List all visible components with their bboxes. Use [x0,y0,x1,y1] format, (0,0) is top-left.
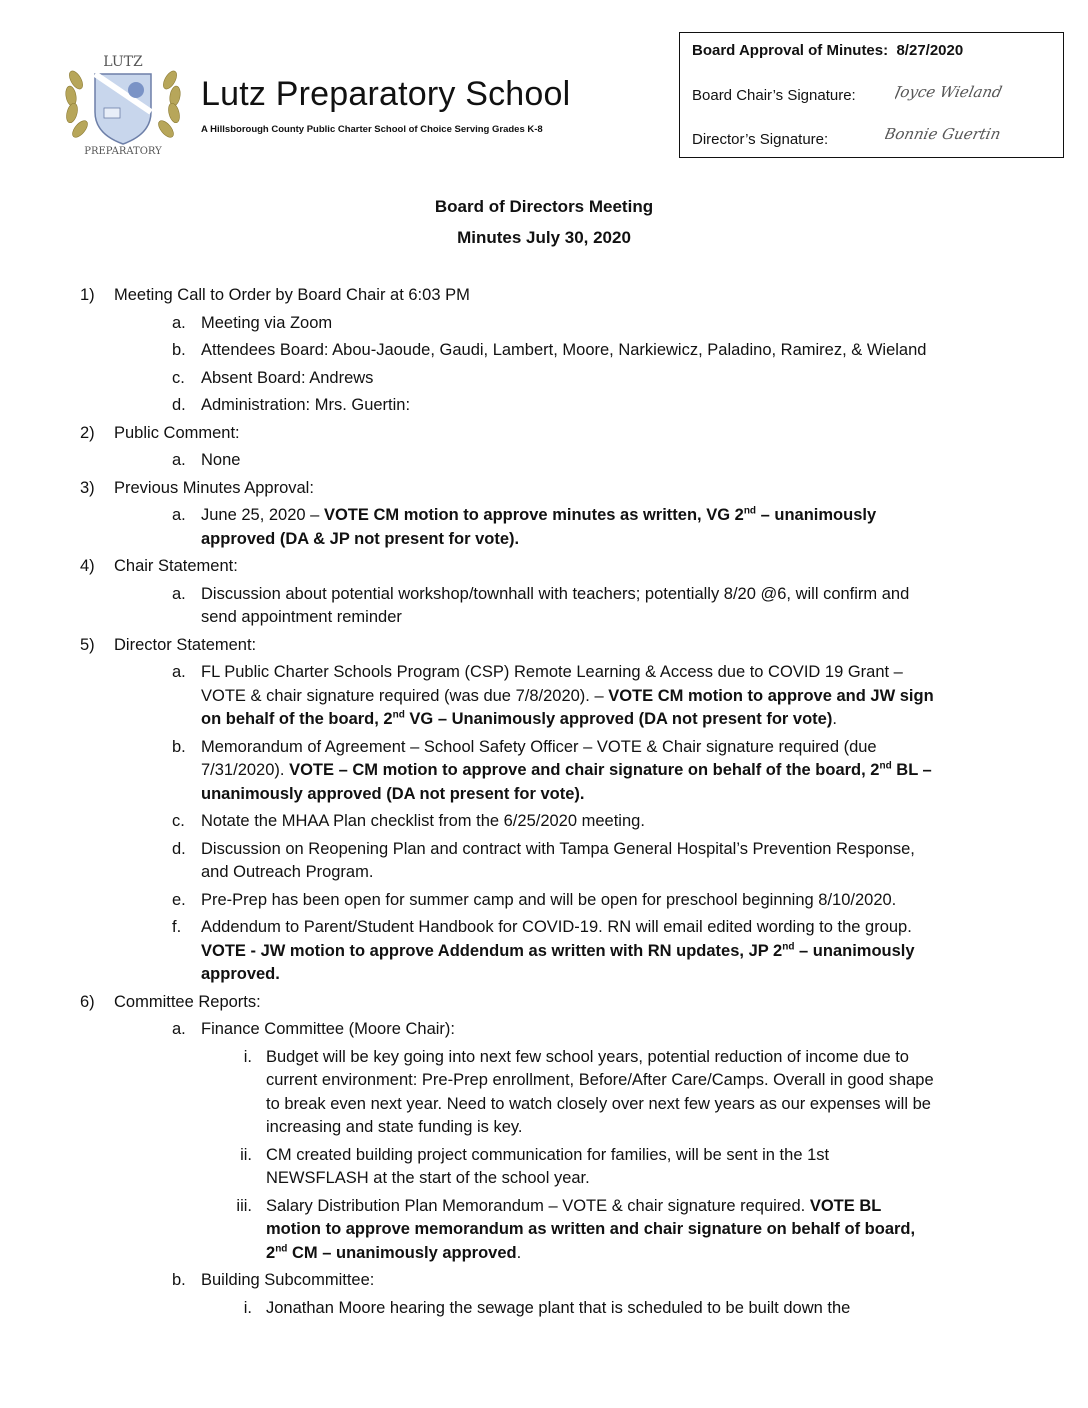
minutes-item-level-2 [0,1018,936,1042]
item-text [201,369,373,387]
vote-result-text: BL – unanimously approved (DA not present for vote). [201,761,932,803]
item-text [201,396,410,414]
item-text [201,891,896,909]
item-text [201,1271,374,1289]
item-number: d. [172,839,186,858]
minutes-item-level-1 [0,477,1088,501]
chair-signature [895,71,1025,112]
vote-result-text: – unanimously approved (DA & JP not present for vote). [201,506,877,548]
item-number: i. [243,1047,252,1066]
minutes-item-level-2 [0,810,936,834]
minutes-item-level-2 [0,449,936,473]
item-plain-text: Committee Reports: [114,992,261,1011]
item-text [201,663,934,728]
minutes-date: Minutes July 30, 2020 [457,228,631,247]
item-text [266,1048,934,1137]
vote-result-text: – unanimously approved. [201,941,915,983]
minutes-item-level-1 [0,422,1088,446]
item-text [266,1299,850,1317]
item-number: 3) [80,478,95,497]
minutes-item-level-2 [0,367,936,391]
minutes-item-level-2 [0,838,936,885]
item-text [114,993,261,1011]
meeting-title: Board of Directors Meeting [434,197,654,216]
approval-box [679,32,1064,158]
item-number: b. [172,341,186,359]
chair-signature-text: Joyce Wieland [895,83,1004,101]
item-plain-text: Budget will be key going into next few school years, potential reduction of income due to current environment: Pre-Prep enrollment, Before/After Care/Camps. Overall in good shape to break even next year. Need to watch closely over next few years as our expenses will be increasing and state funding is key. [266,1047,934,1136]
vote-text: VOTE CM motion to approve and JW sign on behalf of the board, 2 [201,686,934,728]
item-plain-text: Chair Statement: [114,557,238,575]
minutes-item-level-1 [0,284,1088,308]
item-text [266,1146,829,1188]
item-plain-text: Meeting via Zoom [201,313,333,332]
approval-date: 8/27/2020 [896,42,964,59]
item-number: 1) [80,286,95,304]
director-signature [885,113,1035,154]
minutes-item-level-3 [0,1195,936,1266]
item-number: e. [172,890,186,909]
ordinal-suffix: nd [392,709,405,721]
item-plain-text: Memorandum of Agreement – School Safety Officer – VOTE & Chair signature required (due 7/31/2020). [201,737,877,779]
item-number: c. [172,812,185,830]
minutes-item-level-2 [0,583,936,630]
director-signature-label: Director’s Signature: [692,131,829,148]
item-plain-text: Attendees Board: Abou-Jaoude, Gaudi, Lambert, Moore, Narkiewicz, Paladino, Ramirez, & Wieland [201,341,927,359]
item-text [201,738,932,803]
minutes-item-level-2 [0,312,936,336]
minutes-item-level-2 [0,736,936,807]
item-plain-text: Pre-Prep has been open for summer camp and will be open for preschool beginning 8/10/2020. [201,890,897,909]
ordinal-suffix: nd [782,941,795,952]
school-logo [62,50,184,158]
item-text [201,918,915,983]
item-plain-text: Public Comment: [114,423,240,442]
minutes-item-level-2 [0,394,936,418]
item-number: 4) [80,557,95,575]
item-plain-text: Administration: Mrs. Guertin: [201,396,411,414]
school-name: Lutz Preparatory School [201,75,571,113]
item-text [201,314,332,332]
school-subtitle: A Hillsborough County Public Charter School of Choice Serving Grades K-8 [201,124,543,135]
item-number: a. [172,584,186,603]
minutes-item-level-2 [0,661,936,732]
item-plain-text: Previous Minutes Approval: [114,478,314,497]
item-number: i. [243,1298,252,1317]
minutes-list [0,284,1088,1324]
chair-signature-label: Board Chair’s Signature: [692,87,856,104]
vote-result-text: CM – unanimously approved [287,1243,517,1262]
item-number: a. [172,451,186,469]
item-plain-text: Discussion about potential workshop/townhall with teachers; potentially 8/20 @6, will confirm and send appointment reminder [201,584,910,626]
item-number: 5) [80,635,95,654]
item-plain-text: Discussion on Reopening Plan and contract with Tampa General Hospital’s Prevention Response, and Outreach Program. [201,839,915,881]
minutes-item-level-2 [0,339,936,363]
vote-text: VOTE - JW motion to approve Addendum as written with RN updates, JP 2 [201,941,783,960]
item-text [201,1020,455,1038]
vote-text: VOTE BL motion to approve memorandum as written and chair signature on behalf of board, 2 [266,1196,916,1262]
item-plain-text: Finance Committee (Moore Chair): [201,1020,455,1038]
minutes-item-level-1 [0,991,1088,1015]
minutes-item-level-2 [0,916,936,987]
item-tail-text: . [832,710,837,728]
item-plain-text: CM created building project communication for families, will be sent in the 1st NEWSFLASH at the start of the school year. [266,1145,830,1187]
item-plain-text: Meeting Call to Order by Board Chair at 6:03 PM [114,286,470,304]
minutes-item-level-1 [0,555,1088,579]
ordinal-suffix: nd [275,1243,288,1254]
item-plain-text: Jonathan Moore hearing the sewage plant that is scheduled to be built down the [266,1298,851,1317]
item-number: ii. [240,1145,252,1164]
logo-text-bottom: PREPARATORY [84,146,162,157]
vote-text: VOTE CM motion to approve minutes as written, VG 2 [323,506,744,524]
item-number: a. [172,663,186,681]
item-number: a. [172,313,186,332]
minutes-item-level-1 [0,634,1088,658]
director-signature-text: Bonnie Guertin [885,125,1003,143]
item-number: a. [172,506,186,524]
minutes-item-level-2 [0,889,936,913]
minutes-item-level-3 [0,1297,936,1321]
item-number: b. [172,737,186,756]
item-plain-text: Director Statement: [114,635,257,654]
minutes-item-level-2 [0,1269,936,1293]
approval-label: Board Approval of Minutes: [692,42,889,59]
item-number: c. [172,368,185,387]
item-text [201,506,876,548]
minutes-item-level-2 [0,504,936,551]
item-text [114,557,238,575]
item-text [201,451,240,469]
item-text [114,286,470,304]
item-number: 2) [80,423,95,442]
item-plain-text: Addendum to Parent/Student Handbook for COVID-19. RN will email edited wording to the group. [201,918,912,936]
logo-text-top: LUTZ [103,54,143,70]
item-number: 6) [80,992,95,1011]
item-text [266,1197,915,1262]
minutes-item-level-3 [0,1046,936,1140]
item-text [114,636,256,654]
item-tail-text: . [516,1243,522,1262]
item-text [201,585,909,627]
item-plain-text: Salary Distribution Plan Memorandum – VOTE & chair signature required. [266,1196,810,1215]
item-number: d. [172,396,186,414]
item-plain-text: Absent Board: Andrews [201,368,374,387]
item-number: a. [172,1020,186,1038]
item-plain-text: FL Public Charter Schools Program (CSP) Remote Learning & Access due to COVID 19 Grant – VOTE & chair signature required (was due 7/8/2020). – [201,663,903,705]
item-text [201,840,915,882]
item-text [114,424,240,442]
item-number: iii. [236,1196,252,1215]
item-plain-text: June 25, 2020 – [201,506,324,524]
ordinal-suffix: nd [743,505,757,517]
item-text [114,479,314,497]
vote-result-text: VG – Unanimously approved (DA not present for vote) [404,710,833,728]
item-number: f. [172,918,182,936]
item-plain-text: Building Subcommittee: [201,1271,375,1289]
item-plain-text: Notate the MHAA Plan checklist from the 6/25/2020 meeting. [201,812,645,830]
item-vote-text [201,942,915,984]
item-text [201,812,645,830]
item-plain-text: None [201,451,241,469]
approval-row [692,42,963,59]
vote-text: VOTE – CM motion to approve and chair signature on behalf of the board, 2 [289,761,880,779]
minutes-item-level-3 [0,1144,936,1191]
item-number: b. [172,1271,186,1289]
ordinal-suffix: nd [879,760,892,772]
item-text [201,341,926,359]
item-vote-text [201,761,932,803]
